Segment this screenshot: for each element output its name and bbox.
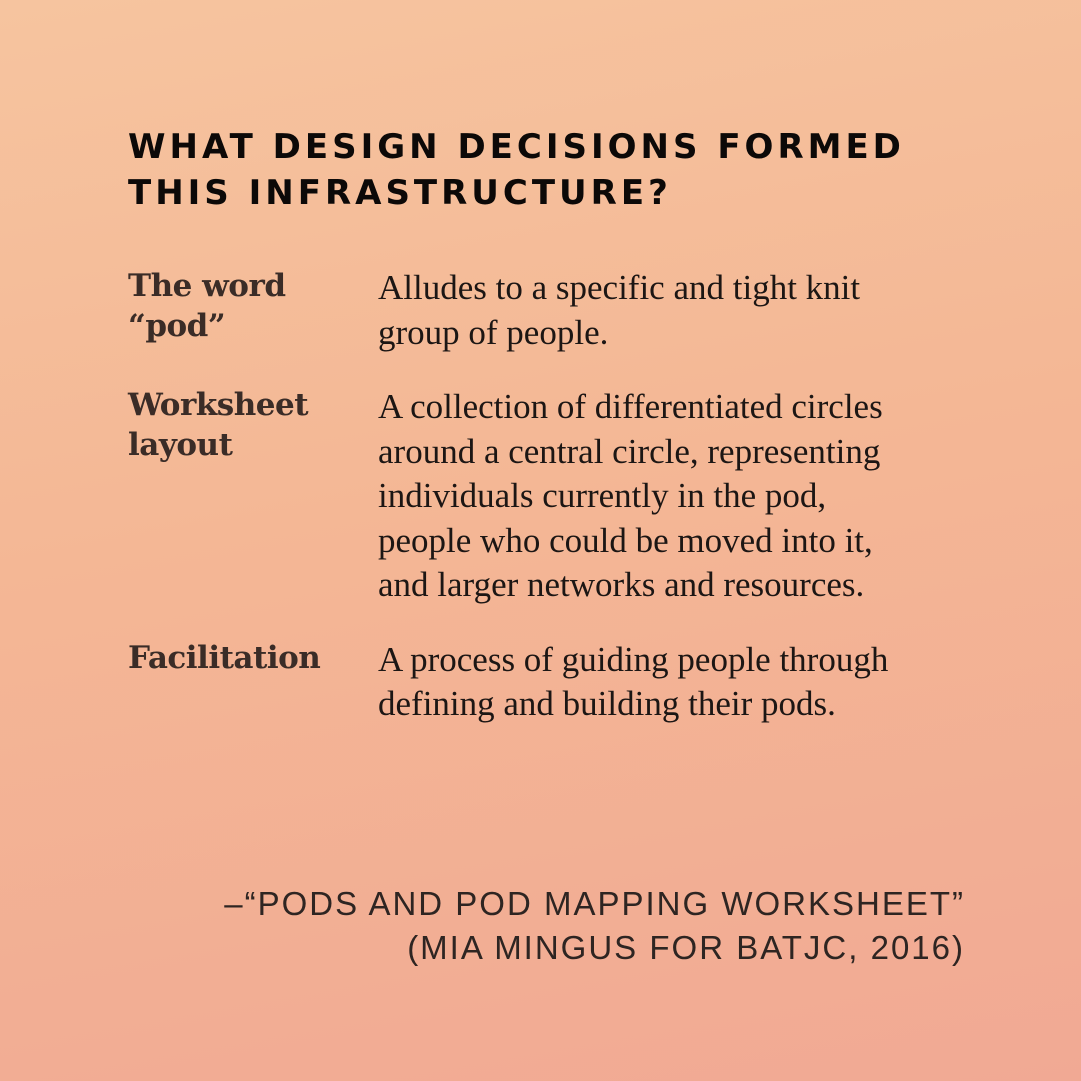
- description-line: around a central circle, representing: [378, 431, 881, 471]
- description-line: A collection of differentiated circles: [378, 387, 883, 426]
- decision-term: [128, 266, 378, 355]
- page-title: [128, 124, 948, 216]
- term-line: “pod”: [128, 308, 226, 344]
- decision-description: [378, 385, 948, 608]
- term-line: layout: [128, 427, 233, 463]
- term-line: Worksheet: [128, 387, 309, 423]
- citation-line-1: –“PODS AND POD MAPPING WORKSHEET”: [224, 885, 965, 922]
- decision-description: [378, 266, 948, 355]
- description-line: people who could be moved into it,: [378, 520, 873, 560]
- decision-row-pod-word: [128, 266, 948, 355]
- decision-row-facilitation: [128, 638, 948, 727]
- description-line: group of people.: [378, 312, 609, 352]
- description-line: individuals currently in the pod,: [378, 476, 827, 515]
- source-citation: [224, 882, 965, 970]
- description-line: defining and building their pods.: [378, 684, 836, 723]
- description-line: A process of guiding people through: [378, 639, 889, 679]
- decision-term: [128, 385, 378, 608]
- title-line-1: WHAT DESIGN DECISIONS FORMED: [128, 127, 905, 167]
- title-line-2: THIS INFRASTRUCTURE?: [128, 173, 672, 213]
- citation-line-2: (MIA MINGUS FOR BATJC, 2016): [407, 929, 965, 966]
- decision-row-worksheet-layout: [128, 385, 948, 608]
- description-line: Alludes to a specific and tight knit: [378, 268, 861, 307]
- design-decisions-list: [128, 266, 948, 757]
- decision-term: [128, 638, 378, 727]
- description-line: and larger networks and resources.: [378, 565, 865, 604]
- decision-description: [378, 638, 948, 727]
- term-line: Facilitation: [128, 639, 321, 676]
- term-line: The word: [128, 268, 286, 304]
